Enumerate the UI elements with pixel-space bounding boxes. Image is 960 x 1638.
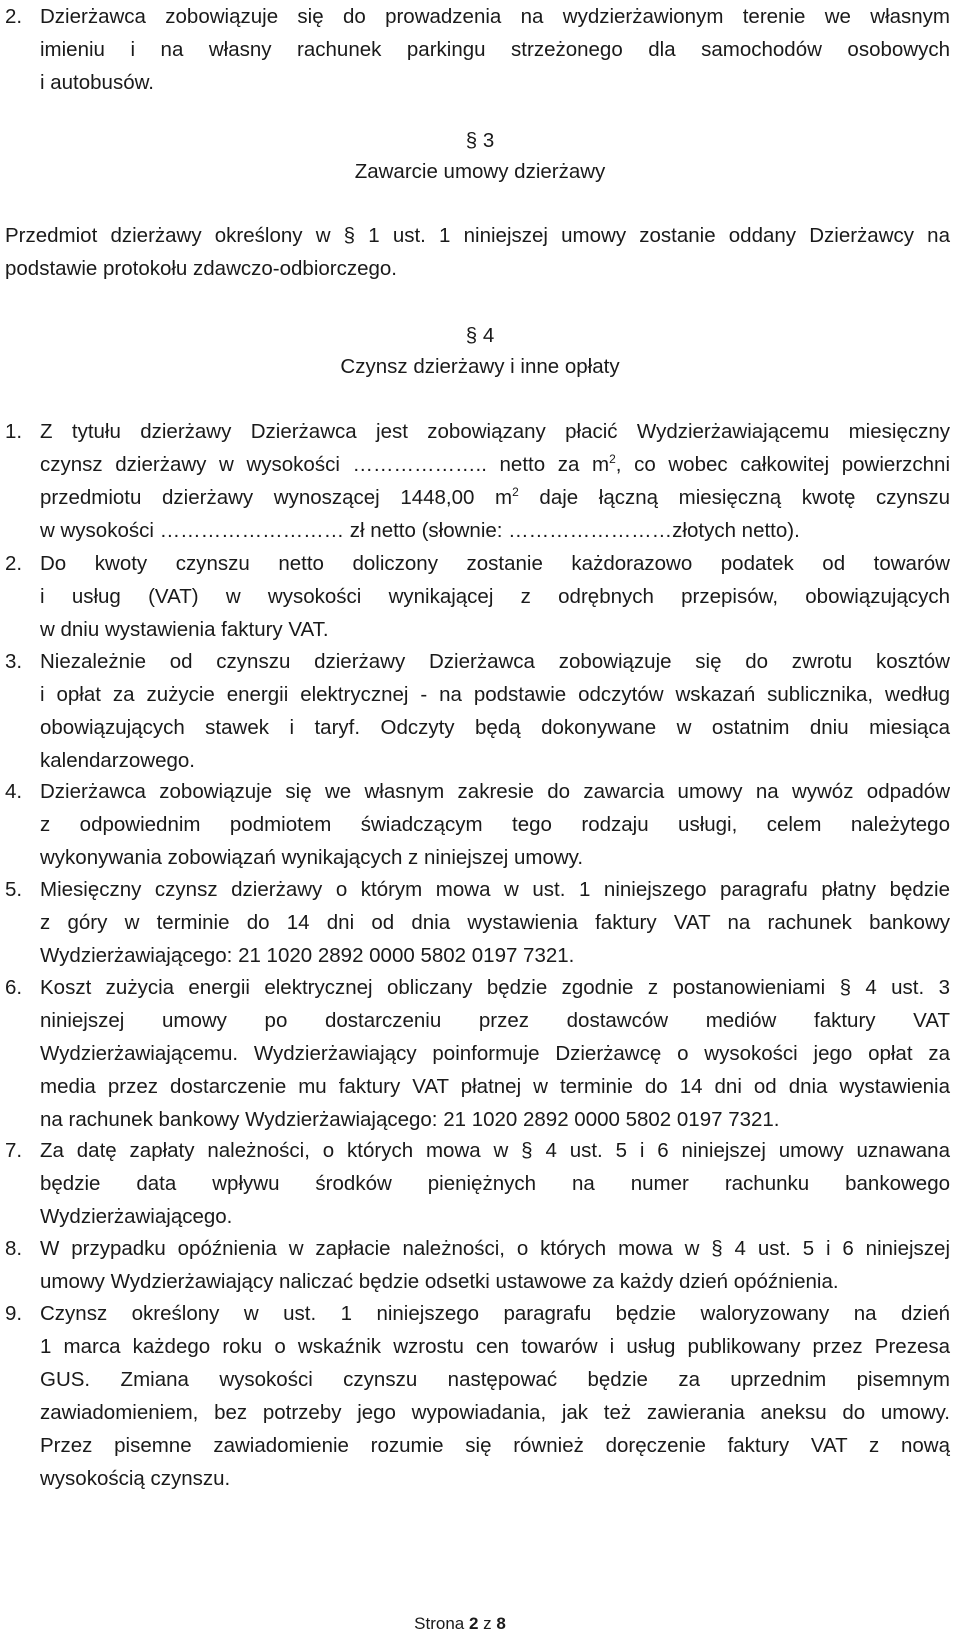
current-page-number: 2 xyxy=(468,1614,479,1633)
section-title: Zawarcie umowy dzierżawy xyxy=(354,160,606,183)
item-number: 6. xyxy=(5,976,23,999)
item-text-line: media przez dostarczenie mu faktury VAT płatnej w terminie do 14 dni od dnia wystawienia xyxy=(40,1075,950,1098)
paragraph-line: Przedmiot dzierżawy określony w § 1 ust. 1 niniejszej umowy zostanie oddany Dzierżawcy na xyxy=(5,224,950,247)
item-text-line: Do kwoty czynszu netto doliczony zostanie każdorazowo podatek od towarów xyxy=(40,552,950,575)
item-number: 8. xyxy=(5,1237,23,1260)
item-text-line: Dzierżawca zobowiązuje się we własnym zakresie do zawarcia umowy na wywóz odpadów xyxy=(40,780,950,803)
item-text-line: Koszt zużycia energii elektrycznej obliczany będzie zgodnie z postanowieniami § 4 ust. 3 xyxy=(40,976,950,999)
text-span: , co wobec całkowitej powierzchni xyxy=(615,453,950,476)
text-span: daje łączną miesięczną kwotę czynszu xyxy=(518,486,950,509)
item-text-line: Dzierżawca zobowiązuje się do prowadzenia na wydzierżawionym terenie we własnym xyxy=(40,5,950,28)
item-number: 2. xyxy=(5,5,23,28)
section-number: § 3 xyxy=(465,129,495,152)
item-number: 3. xyxy=(5,650,23,673)
footer-separator: z xyxy=(478,1614,497,1633)
item-text-line: kalendarzowego. xyxy=(40,749,195,772)
text-span: przedmiotu dzierżawy wynoszącej 1448,00 m xyxy=(40,486,513,509)
item-text-line: Niezależnie od czynszu dzierżawy Dzierżawca zobowiązuje się do zwrotu kosztów xyxy=(40,650,950,673)
item-text-line: wysokością czynszu. xyxy=(40,1467,231,1490)
text-span: czynsz dzierżawy w wysokości ……………….. netto za m xyxy=(40,453,610,476)
section-number: § 4 xyxy=(465,324,495,347)
item-text-line: na rachunek bankowy Wydzierżawiającego: 21 1020 2892 0000 5802 0197 7321. xyxy=(40,1108,780,1131)
item-text-line: będzie data wpływu środków pieniężnych na numer rachunku bankowego xyxy=(40,1172,950,1195)
item-text-line: w dniu wystawienia faktury VAT. xyxy=(40,618,329,641)
item-text-line: umowy Wydzierżawiający naliczać będzie odsetki ustawowe za każdy dzień opóźnienia. xyxy=(40,1270,839,1293)
item-text-line: GUS. Zmiana wysokości czynszu następować będzie za uprzednim pisemnym xyxy=(40,1368,950,1391)
item-text-line: Wydzierżawiającego: 21 1020 2892 0000 5802 0197 7321. xyxy=(40,944,575,967)
item-text-line: Wydzierżawiającego. xyxy=(40,1205,233,1228)
item-text-line: Z tytułu dzierżawy Dzierżawca jest zobowiązany płacić Wydzierżawiającemu miesięczny xyxy=(40,420,950,443)
item-number: 1. xyxy=(5,420,23,443)
item-number: 2. xyxy=(5,552,23,575)
item-text-line: Za datę zapłaty należności, o których mowa w § 4 ust. 5 i 6 niniejszej umowy uznawana xyxy=(40,1139,950,1162)
item-text-line: wykonywania zobowiązań wynikających z niniejszej umowy. xyxy=(40,846,584,869)
page-footer xyxy=(0,1612,920,1636)
item-text-line: i usług (VAT) w wysokości wynikającej z odrębnych przepisów, obowiązujących xyxy=(40,585,950,608)
item-text-line: niniejszej umowy po dostarczeniu przez dostawców mediów faktury VAT xyxy=(40,1009,950,1032)
item-text-line: Wydzierżawiającemu. Wydzierżawiający poinformuje Dzierżawcę o wysokości jego opłat za xyxy=(40,1042,950,1065)
paragraph-line: podstawie protokołu zdawczo-odbiorczego. xyxy=(5,257,398,280)
item-text-line: W przypadku opóźnienia w zapłacie należności, o których mowa w § 4 ust. 5 i 6 niniejszej xyxy=(40,1237,950,1260)
item-text-line: 1 marca każdego roku o wskaźnik wzrostu cen towarów i usług publikowany przez Prezesa xyxy=(40,1335,950,1358)
item-text-line: z góry w terminie do 14 dni od dnia wystawienia faktury VAT na rachunek bankowy xyxy=(40,911,950,934)
item-text-line: zawiadomieniem, bez potrzeby jego wypowiadania, jak też zawierania aneksu do umowy. xyxy=(40,1401,950,1424)
item-number: 7. xyxy=(5,1139,23,1162)
superscript: 2 xyxy=(609,452,616,466)
superscript: 2 xyxy=(512,485,519,499)
item-text-line: imieniu i na własny rachunek parkingu strzeżonego dla samochodów osobowych xyxy=(40,38,950,61)
item-text-line: Czynsz określony w ust. 1 niniejszego paragrafu będzie waloryzowany na dzień xyxy=(40,1302,950,1325)
footer-prefix: Strona xyxy=(414,1614,469,1633)
item-text-line: z odpowiednim podmiotem świadczącym tego rodzaju usługi, celem należytego xyxy=(40,813,950,836)
item-text-line: i autobusów. xyxy=(40,71,154,94)
item-text-line: Przez pisemne zawiadomienie rozumie się również doręczenie faktury VAT z nową xyxy=(40,1434,950,1457)
item-number: 9. xyxy=(5,1302,23,1325)
item-text-line xyxy=(40,481,950,514)
item-number: 5. xyxy=(5,878,23,901)
item-number: 4. xyxy=(5,780,23,803)
item-text-line xyxy=(40,448,950,481)
item-text-line: Miesięczny czynsz dzierżawy o którym mowa w ust. 1 niniejszego paragrafu płatny będzie xyxy=(40,878,950,901)
item-text-line: i opłat za zużycie energii elektrycznej - na podstawie odczytów wskazań sublicznika, według xyxy=(40,683,950,706)
total-pages-number: 8 xyxy=(496,1614,506,1633)
item-text-line: obowiązujących stawek i taryf. Odczyty będą dokonywane w ostatnim dniu miesiąca xyxy=(40,716,950,739)
item-text-line: w wysokości ……………………… zł netto (słownie: ……………………złotych netto). xyxy=(40,519,800,542)
section-title: Czynsz dzierżawy i inne opłaty xyxy=(340,355,620,378)
